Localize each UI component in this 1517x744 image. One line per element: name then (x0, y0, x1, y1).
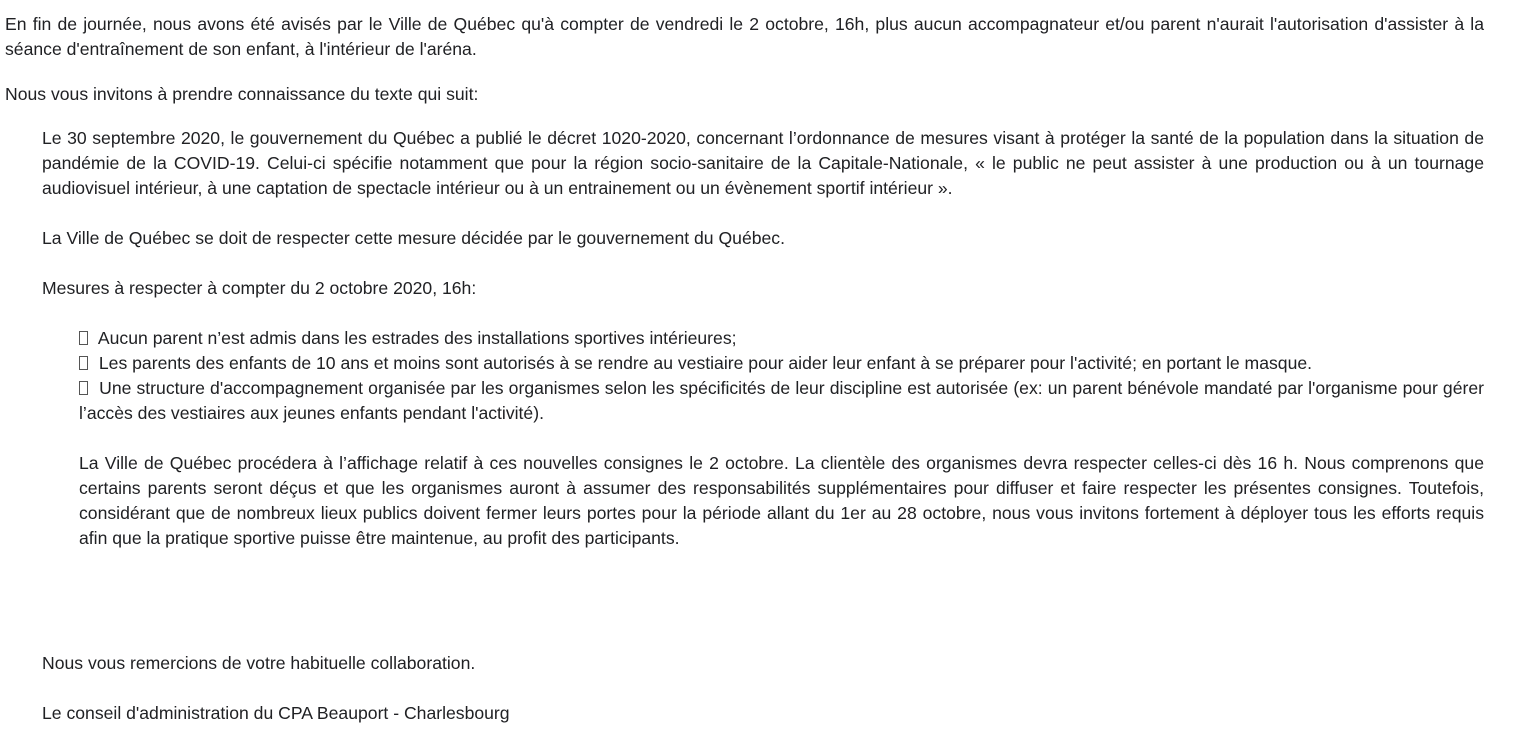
quote-paragraph-2: La Ville de Québec se doit de respecter cette mesure décidée par le gouvernement du Québec. (42, 228, 785, 248)
measure-item (79, 351, 1484, 376)
measure-text: Aucun parent n’est admis dans les estrades des installations sportives intérieures; (94, 328, 737, 348)
quote-paragraph-3: Mesures à respecter à compter du 2 octobre 2020, 16h: (42, 278, 477, 298)
signature-line: Le conseil d'administration du CPA Beauport - Charlesbourg (42, 703, 510, 723)
missing-glyph-icon (79, 381, 88, 395)
measure-item (79, 376, 1484, 426)
measure-item (79, 326, 1484, 351)
intro-paragraph: En fin de journée, nous avons été avisés par le Ville de Québec qu'à compter de vendredi le 2 octobre, 16h, plus aucun accompagnateur et/ou parent n'aurait l'autorisation d'assister à la séance d'entraînement de son enfant, à l'intérieur de l'aréna. (5, 14, 1484, 59)
intro-lead: Nous vous invitons à prendre connaissance du texte qui suit: (5, 84, 479, 104)
quote-paragraph-1: Le 30 septembre 2020, le gouvernement du Québec a publié le décret 1020-2020, concernant l’ordonnance de mesures visant à protéger la santé de la population dans la situation de pandémie de la COVID-19. Celui-ci spécifie notamment que pour la région socio-sanitaire de la Capitale-Nationale, « le public ne peut assister à une production ou à un tournage audiovisuel intérieur, à une captation de spectacle intérieur ou à un entrainement ou un évènement sportif intérieur ». (42, 128, 1484, 198)
missing-glyph-icon (79, 356, 88, 370)
missing-glyph-icon (79, 331, 88, 345)
thanks-line: Nous vous remercions de votre habituelle collaboration. (42, 653, 476, 673)
measure-text: Les parents des enfants de 10 ans et moins sont autorisés à se rendre au vestiaire pour aider leur enfant à se préparer pour l'activité; en portant le masque. (94, 353, 1313, 373)
measure-text: Une structure d'accompagnement organisée par les organismes selon les spécificités de leur discipline est autorisée (ex: un parent bénévole mandaté par l'organisme pour gérer l’accès des vestiaires aux jeunes enfants pendant l'activité). (79, 378, 1484, 423)
measures-list (79, 326, 1484, 426)
closing-quote-paragraph: La Ville de Québec procédera à l’affichage relatif à ces nouvelles consignes le 2 octobre. La clientèle des organismes devra respecter celles-ci dès 16 h. Nous comprenons que certains parents seront déçus et que les organismes auront à assumer des responsabilités supplémentaires pour diffuser et faire respecter les présentes consignes. Toutefois, considérant que de nombreux lieux publics doivent fermer leurs portes pour la période allant du 1er au 28 octobre, nous vous invitons fortement à déployer tous les efforts requis afin que la pratique sportive puisse être maintenue, au profit des participants. (79, 453, 1484, 548)
